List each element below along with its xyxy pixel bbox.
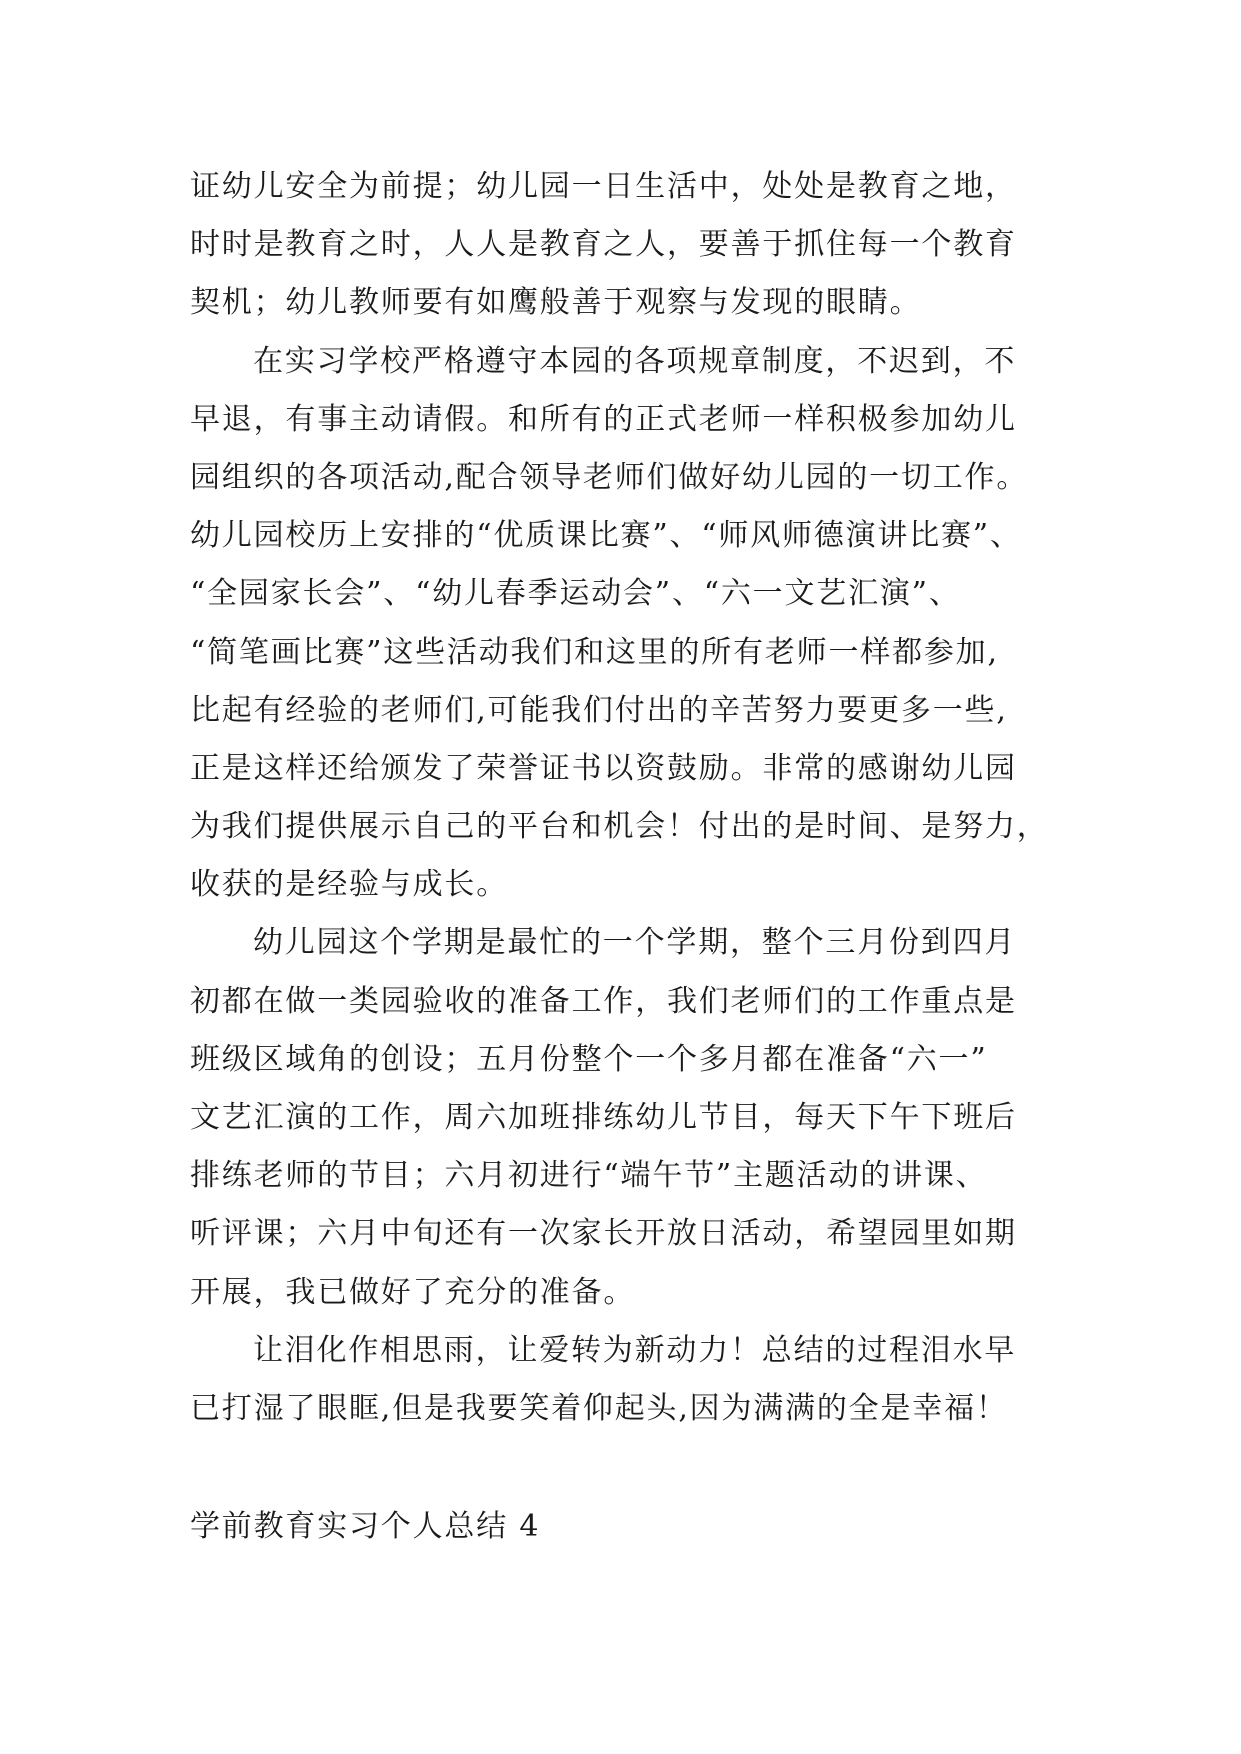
- text-line: 排练老师的节目；六月初进行“端午节”主题活动的讲课、: [190, 1158, 988, 1194]
- text-line: 在实习学校严格遵守本园的各项规章制度，不迟到，不: [253, 343, 1017, 379]
- text-line: 幼儿园这个学期是最忙的一个学期，整个三月份到四月: [253, 925, 1017, 961]
- text-line: 园组织的各项活动,配合领导老师们做好幼儿园的一切工作。: [190, 459, 1029, 495]
- section-heading: 学前教育实习个人总结 4: [190, 1509, 541, 1544]
- text-line: 开展，我已做好了充分的准备。: [190, 1274, 636, 1310]
- text-line: 让泪化作相思雨，让爱转为新动力！总结的过程泪水早: [253, 1332, 1017, 1368]
- text-line: 已打湿了眼眶,但是我要笑着仰起头,因为满满的全是幸福！: [190, 1390, 1008, 1426]
- text-line: “全园家长会”、“幼儿春季运动会”、“六一文艺汇演”、: [190, 576, 961, 612]
- text-line: 文艺汇演的工作，周六加班排练幼儿节目，每天下午下班后: [190, 1100, 1017, 1135]
- text-line: 收获的是经验与成长。: [190, 867, 508, 903]
- text-line: “简笔画比赛”这些活动我们和这里的所有老师一样都参加,: [190, 634, 999, 670]
- text-line: 幼儿园校历上安排的“优质课比赛”、“师风师德演讲比赛”、: [190, 518, 1022, 554]
- text-line: 听评课；六月中旬还有一次家长开放日活动，希望园里如期: [190, 1216, 1017, 1252]
- paragraph-1: [190, 158, 1070, 333]
- text-line: 为我们提供展示自己的平台和机会！付出的是时间、是努力，: [190, 809, 1049, 845]
- text-line: 契机；幼儿教师要有如鹰般善于观察与发现的眼睛。: [190, 285, 922, 321]
- paragraph-4: [190, 1322, 1070, 1438]
- text-line: 时时是教育之时，人人是教育之人，要善于抓住每一个教育: [190, 227, 1017, 263]
- text-line: 早退，有事主动请假。和所有的正式老师一样积极参加幼儿: [190, 401, 1017, 437]
- text-line: 证幼儿安全为前提；幼儿园一日生活中，处处是教育之地，: [190, 169, 1017, 204]
- text-line: 比起有经验的老师们,可能我们付出的辛苦努力要更多一些,: [190, 692, 1008, 728]
- paragraph-3: [190, 914, 1070, 1321]
- text-line: 班级区域角的创设；五月份整个一个多月都在准备“六一”: [190, 1041, 988, 1077]
- text-line: 正是这样还给颁发了荣誉证书以资鼓励。非常的感谢幼儿园: [190, 750, 1017, 786]
- text-line: 初都在做一类园验收的准备工作，我们老师们的工作重点是: [190, 983, 1017, 1019]
- paragraph-2: [190, 333, 1070, 915]
- document-body: [190, 158, 1070, 1438]
